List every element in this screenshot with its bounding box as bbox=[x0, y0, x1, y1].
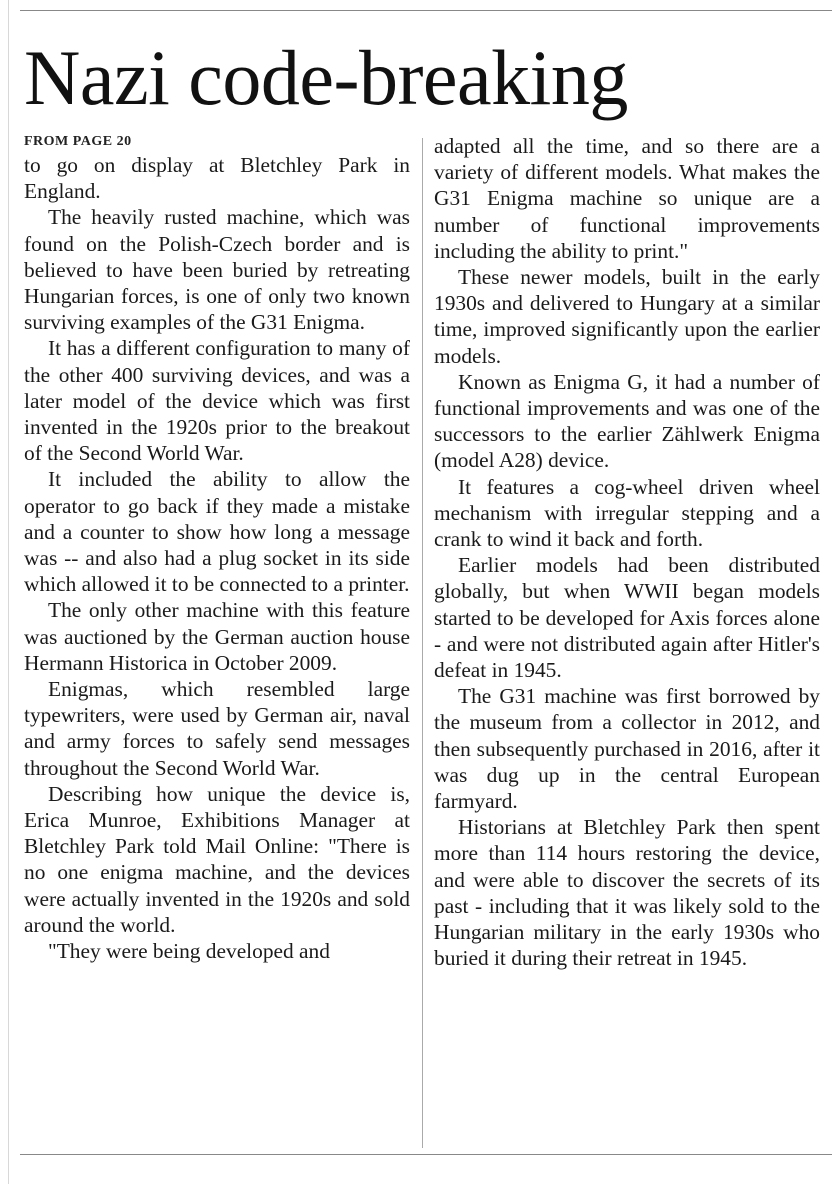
paragraph: It has a different configuration to many of the other 400 surviving devices, and was a later model of the device which was first invented in the 1920s prior to the breakout of the Second World War. bbox=[24, 336, 410, 466]
paragraph: adapted all the time, and so there are a variety of different models. What makes the G31 Enigma machine so unique are a number of functional improvements including the ability to print." bbox=[434, 134, 820, 263]
paragraph: Historians at Bletchley Park then spent more than 114 hours restoring the device, and were able to discover the secrets of its past - including that it was likely sold to the Hungarian military in the early 1930s who buried it during their retreat in 1945. bbox=[434, 815, 820, 971]
headline: Nazi code-breaking bbox=[24, 34, 628, 121]
bottom-rule bbox=[20, 1154, 832, 1155]
paragraph: These newer models, built in the early 1930s and delivered to Hungary at a similar time, improved significantly upon the earlier models. bbox=[434, 265, 820, 368]
right-column bbox=[434, 132, 820, 972]
paragraph: It features a cog-wheel driven wheel mechanism with irregular stepping and a crank to wind it back and forth. bbox=[434, 474, 820, 552]
paragraph: Known as Enigma G, it had a number of functional improvements and was one of the successors to the earlier Zählwerk Enigma (model A28) device. bbox=[434, 369, 820, 473]
left-column bbox=[24, 132, 410, 964]
top-rule bbox=[20, 10, 832, 11]
paragraph: Describing how unique the device is, Erica Munroe, Exhibitions Manager at Bletchley Park told Mail Online: "There is no one enigma machine, and the devices were actually invented in the 1920s and sold around the world. bbox=[24, 781, 410, 937]
page-edge-rule bbox=[0, 0, 9, 1184]
paragraph: The G31 machine was first borrowed by the museum from a collector in 2012, and then subsequently purchased in 2016, after it was dug up in the central European farmyard. bbox=[434, 684, 820, 814]
paragraph: to go on display at Bletchley Park in England. bbox=[24, 153, 410, 204]
continued-from-label: FROM PAGE 20 bbox=[24, 134, 132, 149]
column-divider bbox=[422, 138, 423, 1148]
paragraph: Enigmas, which resembled large typewriters, were used by German air, naval and army forces to safely send messages throughout the Second World War. bbox=[24, 677, 410, 780]
paragraph: The heavily rusted machine, which was found on the Polish-Czech border and is believed to have been buried by retreating Hungarian forces, is one of only two known surviving examples of the G31 Enigma. bbox=[24, 205, 410, 335]
paragraph: "They were being developed and bbox=[48, 939, 330, 964]
paragraph: The only other machine with this feature was auctioned by the German auction house Hermann Historica in October 2009. bbox=[24, 598, 410, 675]
paragraph: It included the ability to allow the operator to go back if they made a mistake and a counter to show how long a message was -- and also had a plug socket in its side which allowed it to be connected to a printer. bbox=[24, 467, 410, 597]
paragraph: Earlier models had been distributed globally, but when WWII began models started to be developed for Axis forces alone - and were not distributed again after Hitler's defeat in 1945. bbox=[434, 553, 820, 683]
